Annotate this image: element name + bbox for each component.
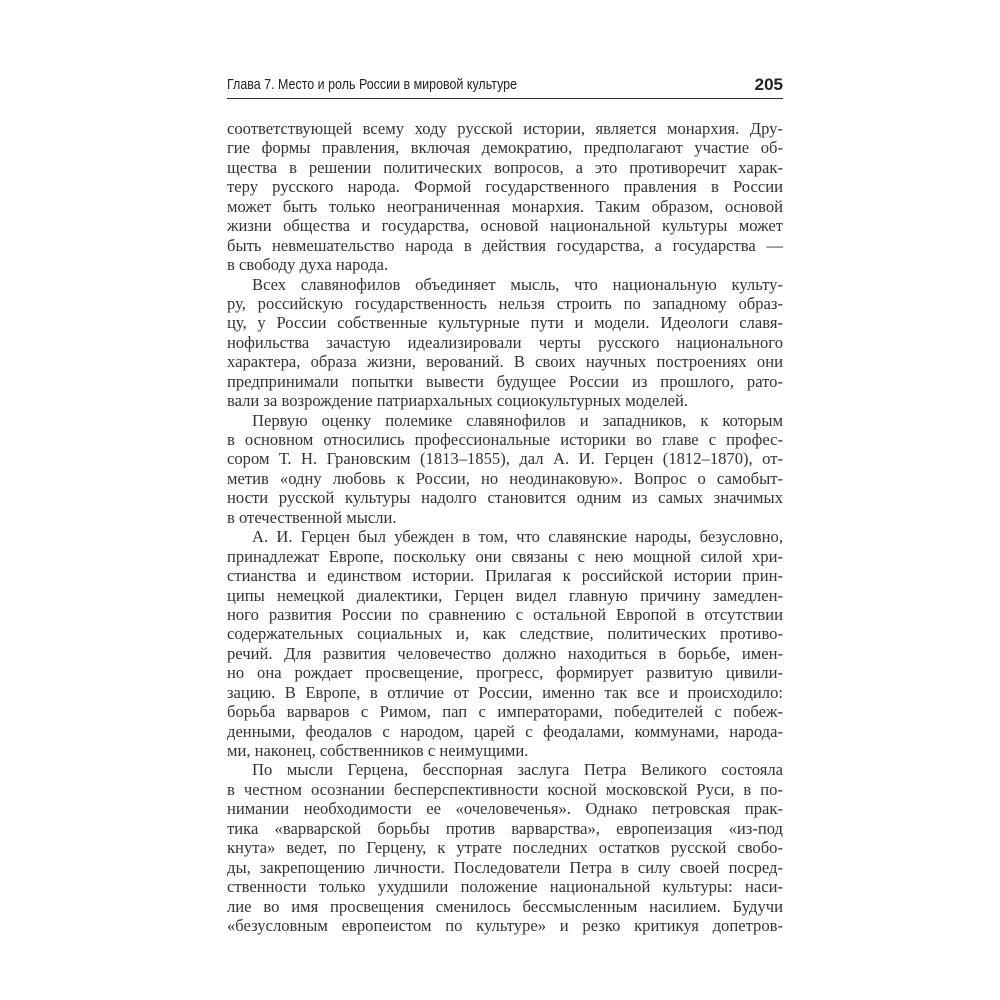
text-line: метив «одну любовь к России, но неодинаковую». Вопрос о самобыт- bbox=[227, 468, 783, 488]
text-line: тика «варварской борьбы против варварства», европеизация «из-под bbox=[227, 818, 783, 838]
text-line: «безусловным европеистом по культуре» и резко критикуя допетров- bbox=[227, 915, 783, 935]
text-line: быть невмешательство народа в действия государства, а государства — bbox=[227, 235, 783, 255]
text-line: ципы немецкой диалектики, Герцен видел главную причину замедлен- bbox=[227, 585, 783, 605]
text-line: характера, образа жизни, верований. В своих научных построениях они bbox=[227, 352, 783, 372]
text-line: теру русского народа. Формой государственного правления в России bbox=[227, 177, 783, 197]
text-line: А. И. Герцен был убежден в том, что славянские народы, безусловно, bbox=[252, 527, 783, 547]
text-line: принадлежат Европе, поскольку они связаны с нею мощной силой хри- bbox=[227, 546, 783, 566]
text-line: ру, российскую государственность нельзя строить по западному образ- bbox=[227, 293, 783, 313]
paragraph bbox=[227, 275, 783, 411]
text-line: Всех славянофилов объединяет мысль, что национальную культу- bbox=[252, 274, 783, 294]
chapter-title: Глава 7. Место и роль России в мировой культуре bbox=[227, 77, 518, 93]
text-line: в основном относились профессиональные историки во главе с профес- bbox=[227, 430, 783, 449]
text-line: ного развития России по сравнению с остальной Европой в отсутствии bbox=[227, 604, 783, 624]
text-line: стианства и единством истории. Прилагая к российской истории прин- bbox=[227, 566, 783, 586]
text-line: Первую оценку полемике славянофилов и западников, к которым bbox=[252, 410, 783, 430]
text-line: в свободу духа народа. bbox=[227, 255, 389, 275]
page-number: 205 bbox=[754, 75, 783, 94]
text-line: лие во имя просвещения сменилось бессмысленным насилием. Будучи bbox=[227, 896, 783, 916]
text-line: содержательных социальных и, как следствие, политических противо- bbox=[227, 624, 783, 644]
text-line: зацию. В Европе, в отличие от России, именно так все и происходило: bbox=[227, 682, 783, 702]
page-body-text bbox=[227, 119, 783, 935]
text-line: сором Т. Н. Грановским (1813–1855), дал А. И. Герцен (1812–1870), от- bbox=[227, 449, 783, 469]
text-line: денными, феодалов с народом, царей с феодалами, коммунами, народа- bbox=[227, 721, 783, 741]
text-line: в отечественной мысли. bbox=[227, 507, 397, 527]
text-line: ственности только ухудшили положение национальной культуры: наси- bbox=[227, 877, 783, 897]
text-line: в честном осознании бесперспективности косной московской Руси, в по- bbox=[227, 779, 783, 799]
text-line: жизни общества и государства, основой национальной культуры может bbox=[227, 216, 783, 236]
text-line: речий. Для развития человечество должно находиться в борьбе, имен- bbox=[227, 643, 783, 663]
text-line: нимании необходимости ее «очеловеченья». Однако петровская прак- bbox=[227, 799, 783, 819]
text-line: ности русской культуры надолго становится одним из самых значимых bbox=[227, 488, 783, 508]
text-line: нофильства зачастую идеализировали черты русского национального bbox=[227, 332, 783, 352]
text-line: предпринимали попытки вывести будущее России из прошлого, рато- bbox=[227, 371, 783, 391]
text-line: но она рождает просвещение, прогресс, формирует развитую цивили- bbox=[227, 663, 783, 683]
running-header bbox=[227, 74, 783, 99]
paragraph bbox=[227, 527, 783, 760]
text-line: По мысли Герцена, бесспорная заслуга Петра Великого состояла bbox=[252, 760, 783, 780]
paragraph bbox=[227, 760, 783, 935]
text-line: гие формы правления, включая демократию, предполагают участие об- bbox=[227, 138, 783, 158]
text-line: борьба варваров с Римом, пап с императорами, победителей с побеж- bbox=[227, 702, 783, 722]
paragraph bbox=[227, 119, 783, 275]
text-line: соответствующей всему ходу русской истории, является монархия. Дру- bbox=[227, 119, 783, 138]
text-line: кнута» ведет, по Герцену, к утрате последних остатков русской свобо- bbox=[227, 838, 783, 858]
text-line: вали за возрождение патриархальных социокультурных моделей. bbox=[227, 391, 689, 411]
paragraph bbox=[227, 411, 783, 528]
text-line: щества в решении политических вопросов, а это противоречит харак- bbox=[227, 157, 783, 177]
text-line: может быть только неограниченная монархия. Таким образом, основой bbox=[227, 196, 783, 216]
text-line: ды, закрепощению личности. Последователи Петра в силу своей посред- bbox=[227, 857, 783, 877]
text-line: цу, у России собственные культурные пути и модели. Идеологи славя- bbox=[227, 313, 783, 333]
text-line: ми, наконец, собственников с неимущими. bbox=[227, 741, 529, 760]
